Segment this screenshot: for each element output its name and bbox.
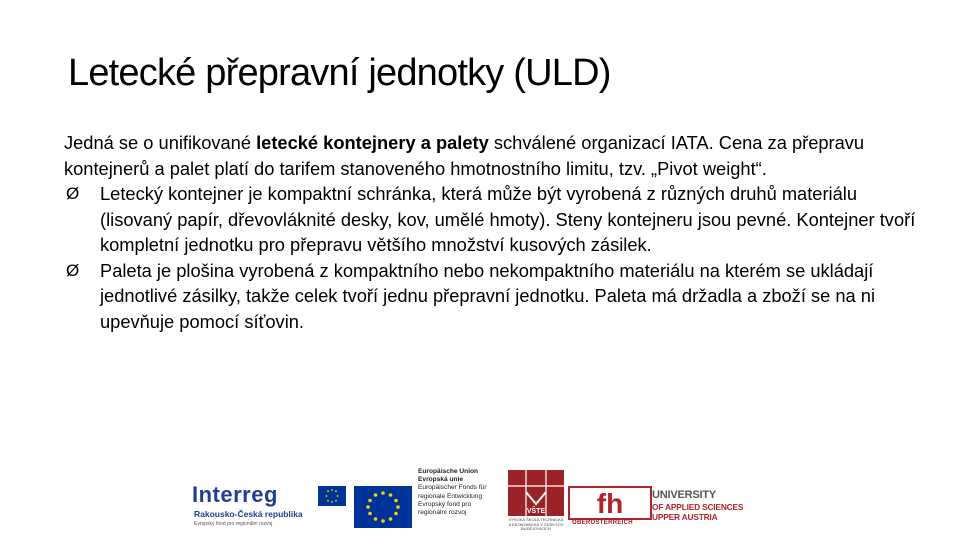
eu-text-line: Europäischer Fonds für: [418, 484, 487, 492]
partner-logos: [190, 468, 750, 530]
eu-text-line: Evropská unie: [418, 476, 464, 484]
eu-text-line: regionální rozvoj: [418, 509, 467, 517]
intro-text-bold: letecké kontejnery a palety: [256, 132, 489, 153]
interreg-tagline: Evropský fond pro regionální rozvoj: [194, 521, 273, 527]
eu-fund-text: [418, 468, 502, 517]
eu-flag-icon: [354, 486, 412, 528]
arrow-bullet-icon: Ø: [66, 184, 80, 203]
eu-text-line: Evropský fond pro: [418, 500, 472, 508]
interreg-logo: [190, 482, 348, 530]
slide-body: [64, 130, 924, 334]
bullet-item: [64, 258, 924, 335]
bullet-text: Paleta je plošina vyrobená z kompaktního nebo nekompaktního materiálu na kterém se ukládají jednotlivé zásilky, takže celek tvoří jednu přepravní jednotku. Paleta má držadla a zboží se na ni upevňuje pomocí síťovin.: [100, 259, 876, 332]
vste-logo: [508, 470, 564, 531]
fh-mark-icon: [568, 486, 652, 520]
intro-text-after: schválené organizací IATA. Cena za přepravu kontejnerů a palet platí do tarifem stanoveného hmotnostního limitu, tzv. „Pivot weight“.: [64, 132, 865, 179]
arrow-bullet-icon: Ø: [66, 260, 80, 280]
eu-text-line: Europäische Union: [418, 468, 479, 475]
interreg-wordmark: Interreg: [192, 482, 278, 507]
vste-emblem-icon: [508, 470, 564, 516]
slide-title: Letecké přepravní jednotky (ULD): [68, 52, 611, 94]
university-text: [652, 490, 752, 522]
university-line: UNIVERSITY: [652, 489, 717, 501]
eu-small-flag-icon: [318, 486, 346, 506]
bullet-item: [64, 181, 924, 258]
fh-caption: OBERÖSTERREICH: [572, 520, 633, 526]
intro-text-before: Jedná se o unifikované: [64, 132, 257, 153]
vste-mark: VŠTE: [526, 508, 546, 515]
fh-logo: [568, 486, 652, 528]
university-line: UPPER AUSTRIA: [652, 511, 718, 522]
eu-text-line: regionale Entwicklung: [418, 492, 483, 500]
bullet-list: [64, 181, 924, 334]
university-line: OF APPLIED SCIENCES: [652, 501, 744, 512]
vste-caption: VYSOKÁ ŠKOLA TECHNICKÁ A EKONOMICKÁ V ČESKÝCH BUDĚJOVICÍCH: [508, 517, 564, 531]
intro-paragraph: [64, 130, 924, 181]
fh-mark: fh: [596, 488, 624, 519]
interreg-program: Rakousko-Česká republika: [194, 509, 303, 519]
bullet-text: Letecký kontejner je kompaktní schránka, která může být vyrobená z různých druhů materiálu (lisovaný papír, dřevovláknité desky, kov, umělé hmoty). Steny kontejneru jsou pevné. Kontejner tvoří kompletní jednotku pro přepravu většího množství kusových zásilek.: [100, 183, 916, 255]
